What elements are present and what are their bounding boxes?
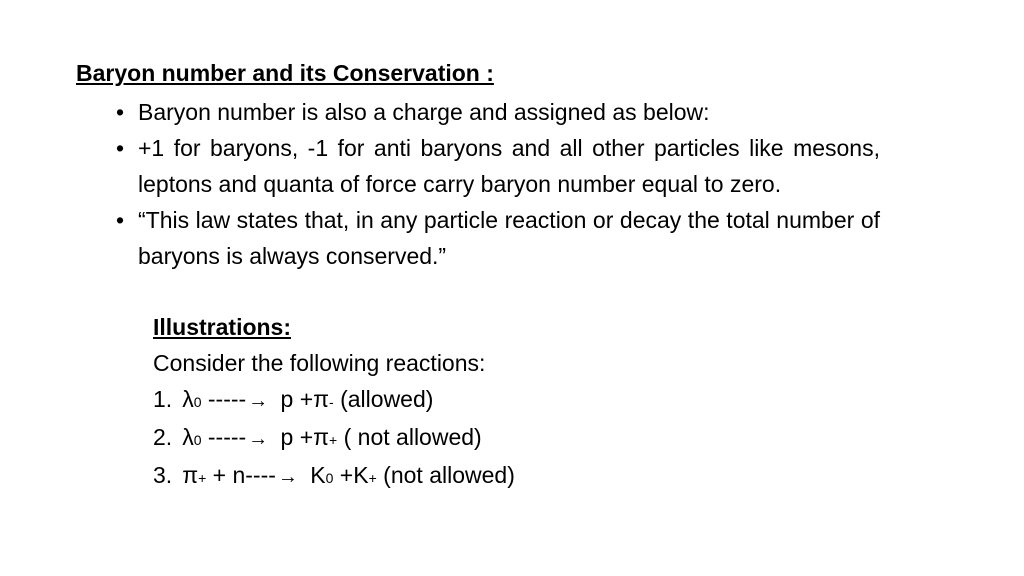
illustrations-block [153,309,515,495]
arrow-right-icon: → [248,428,269,450]
reaction-number: 2. [153,424,173,450]
bullet-list [116,94,880,274]
arrow-right-icon: → [248,390,269,412]
reaction-number: 3. [153,462,173,488]
slide-title: Baryon number and its Conservation : [76,60,494,86]
reaction-rhs: K [303,462,326,488]
bullet-item [116,94,880,130]
reaction-note: (not allowed) [376,462,515,488]
reaction-number: 1. [153,386,173,412]
reaction-note: (allowed) [333,386,434,412]
reaction-dash: ----- [201,386,247,412]
bullet-icon: • [116,207,125,233]
reaction-lhs: λ [182,386,194,412]
bullet-icon: • [116,99,125,125]
reaction-row: 2. λ 0 ----- → p +π + ( not allowed) [153,419,515,457]
illustrations-intro: Consider the following reactions: [153,350,486,376]
reaction-rhs: p +π [274,386,330,412]
bullet-item [116,130,880,202]
bullet-item [116,202,880,274]
reaction-row: 3. π + + n---- → K 0 +K + (not allowed) [153,457,515,495]
bullet-text: +1 for baryons, -1 for anti baryons and all other particles like mesons, leptons and quanta of force carry baryon number equal to zero. [138,135,880,197]
illustrations-heading: Illustrations: [153,314,292,340]
reaction-rhs-second: +K [333,462,369,488]
bullet-text: “This law states that, in any particle reaction or decay the total number of baryons is always conserved.” [138,207,880,269]
reaction-rhs: p +π [274,424,330,450]
bullet-text: Baryon number is also a charge and assigned as below: [138,99,710,125]
reaction-dash: ----- [201,424,247,450]
reaction-lhs: π [182,462,199,488]
reaction-lhs: λ [182,424,194,450]
bullet-icon: • [116,135,125,161]
reaction-dash: + n---- [206,462,276,488]
reaction-row: 1. λ 0 ----- → p +π - (allowed) [153,381,515,419]
reaction-note: ( not allowed) [337,424,482,450]
arrow-right-icon: → [277,466,298,488]
